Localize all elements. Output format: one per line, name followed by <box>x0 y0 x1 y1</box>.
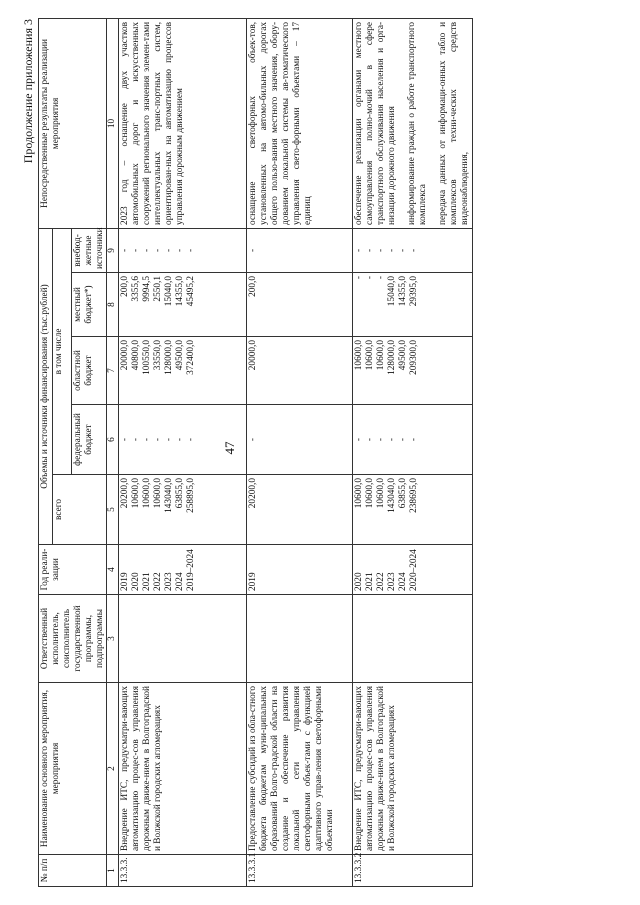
row-offbudget: - - - - - - <box>353 228 472 272</box>
col-number: 8 <box>107 273 119 337</box>
row-local: 200,0 3355,6 9994,5 2550,1 15040,0 14355,0 45495,2 <box>119 273 247 337</box>
col-number: 1 <box>107 855 119 887</box>
col-number: 5 <box>107 475 119 545</box>
result-text: передача данных от информаци-онных табло и комплексов техни-ческих средств видеонаблюдения, <box>437 21 470 225</box>
col-number: 9 <box>107 228 119 272</box>
row-executor <box>247 595 353 683</box>
header-local: местный бюджет*) <box>71 273 107 337</box>
header-executor: Ответственный исполнитель, соисполнитель государственной программы, подпрограммы <box>39 595 107 683</box>
row-local: - - - 15040,0 14355,0 29395,0 <box>353 273 472 337</box>
row-results: оснащение светофорных объек-тов, установленных на автомо-бильных дорогах общего пользо-вания местного значения, обору-дованием локальной системы ав-томатического управления свето-форными объектами – 17 единиц <box>247 18 353 228</box>
row-regional: 20000,0 <box>247 337 353 405</box>
row-federal: - - - - - - <box>353 405 472 475</box>
header-offbudget: внебюд-жетные источники <box>71 228 107 272</box>
row-results: 2023 год – оснащение двух участков автомобильных дорог и искусственных сооружений регионального значения элемен-тами интеллектуальных транс-портных систем, ориентирован-ных на автоматизацию процессов управления дорожным движением <box>119 18 247 228</box>
row-total: 20200,0 <box>247 475 353 545</box>
row-offbudget: - - - - - - - <box>119 228 247 272</box>
row-offbudget: - <box>247 228 353 272</box>
row-name: Внедрение ИТС, предусматри-вающих автоматизацию процес-сов управления дорожным движе-нием в Волгоградской и Волжской городских агломерациях <box>119 683 247 855</box>
header-num: № п/п <box>39 855 107 887</box>
appendix-title: Продолжение приложения 3 <box>21 19 35 164</box>
row-number: 13.3.3.1 <box>247 855 353 887</box>
rotated-page-content <box>14 13 626 893</box>
header-regional: областной бюджет <box>71 337 107 405</box>
row-years: 2019 2020 2021 2022 2023 2024 2019–2024 <box>119 545 247 595</box>
row-federal: - <box>247 405 353 475</box>
col-number: 2 <box>107 683 119 855</box>
result-text: обеспечение реализации органами местного самоуправления полно-мочий в сфере транспортного обслуживания населения и орга-низации дорожного движения <box>354 21 398 225</box>
col-number: 4 <box>107 545 119 595</box>
header-year: Год реали-зации <box>39 545 107 595</box>
header-funding: Объемы и источники финансирования (тыс.рублей) <box>39 228 53 544</box>
col-number: 10 <box>107 18 119 228</box>
header-results: Непосредственные результаты реализации мероприятия <box>39 18 107 228</box>
result-text: информирование граждан о работе транспортного комплекса <box>406 21 428 225</box>
row-years: 2020 2021 2022 2023 2024 2020–2024 <box>353 545 472 595</box>
header-federal: федеральный бюджет <box>71 405 107 475</box>
page-number: 47 <box>222 441 237 455</box>
table-row <box>119 18 247 886</box>
table-row <box>353 18 472 886</box>
header-name: Наименование основного мероприятия, мероприятия <box>39 683 107 855</box>
row-years: 2019 <box>247 545 353 595</box>
col-number: 7 <box>107 337 119 405</box>
row-executor <box>353 595 472 683</box>
table-row <box>247 18 353 886</box>
row-regional: 20000,0 40800,0 100550,0 33550,0 128000,0 49500,0 372400,0 <box>119 337 247 405</box>
row-local: 200,0 <box>247 273 353 337</box>
row-total: 20200,0 10600,0 10600,0 10600,0 143040,0 63855,0 258895,0 <box>119 475 247 545</box>
header-including: в том числе <box>52 228 71 474</box>
funding-table <box>38 18 473 887</box>
row-number: 13.3.3. <box>119 855 247 887</box>
row-executor <box>119 595 247 683</box>
row-name: Предоставление субсидий из обла-стного бюджета бюджетам муни-ципальных образований Волго-градской области на создание и обеспечение развития локальной сети управления светофорными объек-тами с функцией адаптивного управ-ления светофорными объектами <box>247 683 353 855</box>
header-total: всего <box>52 475 107 545</box>
row-results <box>353 18 472 228</box>
row-regional: 10600,0 10600,0 10600,0 128000,0 49500,0 209300,0 <box>353 337 472 405</box>
row-number: 13.3.3.2 <box>353 855 472 887</box>
row-name: Внедрение ИТС, предусматри-вающих автоматизацию процес-сов управления дорожным движе-нием в Волгоградской и Волжской городских агломерациях <box>353 683 472 855</box>
col-number: 3 <box>107 595 119 683</box>
row-total: 10600,0 10600,0 10600,0 143040,0 63855,0 238695,0 <box>353 475 472 545</box>
row-federal: - - - - - - - <box>119 405 247 475</box>
col-number: 6 <box>107 405 119 475</box>
